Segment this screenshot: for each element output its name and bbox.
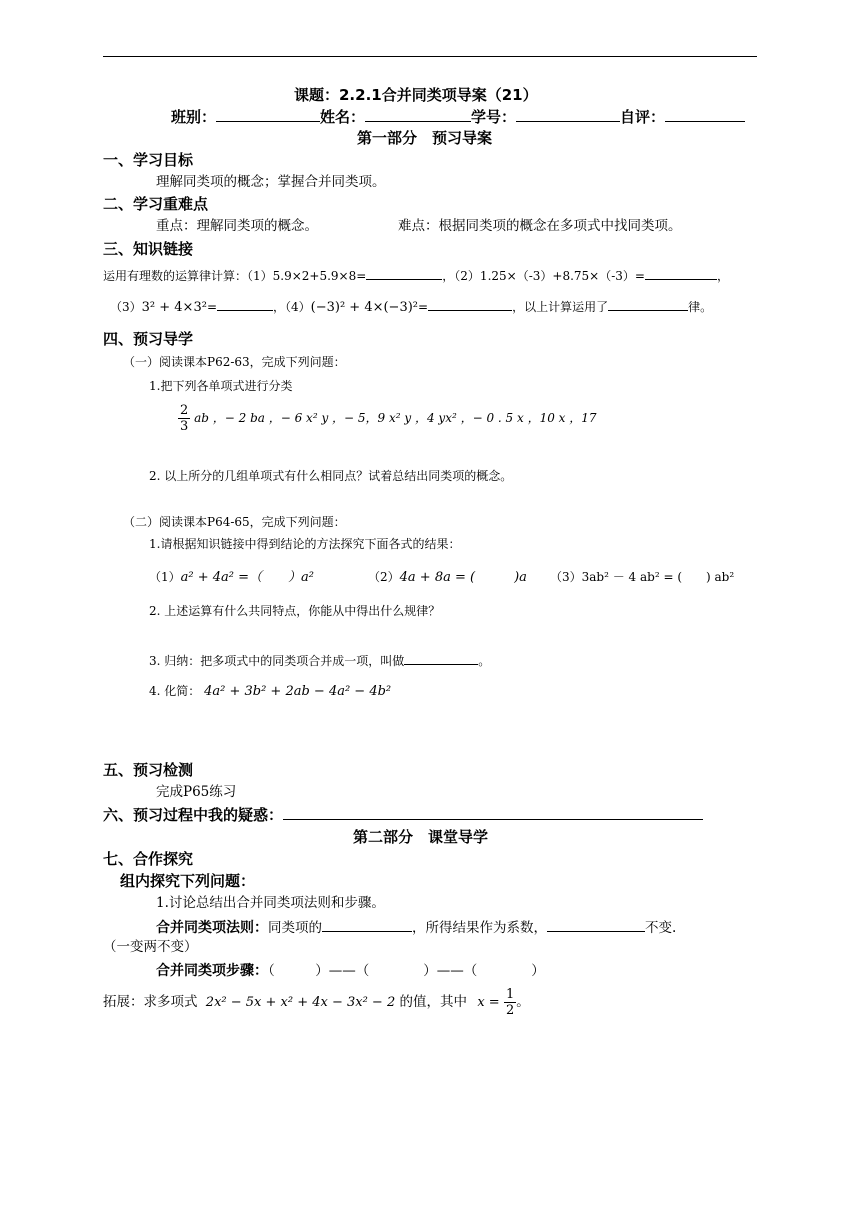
rule-blank-2[interactable] <box>547 919 645 932</box>
s5-heading: 五、预习检测 <box>103 761 194 779</box>
ext-num: 1 <box>505 987 515 1002</box>
s3-blank-5[interactable] <box>608 298 688 311</box>
s4-q2: 2. 以上所分的几组单项式有什么相同点？试着总结出同类项的概念。 <box>149 469 513 483</box>
s3-intro-line <box>103 267 729 282</box>
s4-q1: 1.把下列各单项式进行分类 <box>149 379 293 393</box>
s7-q1: 1.讨论总结出合并同类项法则和步骤。 <box>156 895 385 911</box>
name-blank[interactable] <box>365 109 471 122</box>
frac-den: 3 <box>180 419 189 434</box>
s3-intro-text: 运用有理数的运算律计算：（1）5.9×2+5.9×8= <box>103 269 367 283</box>
q2-4-expr: 4a² + 3b² + 2ab − 4a² − 4b² <box>204 684 392 699</box>
s4-q2-3 <box>149 652 490 667</box>
info-row <box>171 109 745 125</box>
s4-expr-row-2 <box>368 571 527 584</box>
eval-blank[interactable] <box>665 109 745 122</box>
s7-sub: 组内探究下列问题： <box>120 872 256 890</box>
s4-q2-4 <box>149 685 391 698</box>
id-label: 学号： <box>471 108 517 126</box>
rule-text-a: 同类项的 <box>268 920 322 936</box>
part2-heading: 第二部分 课堂导学 <box>353 828 489 846</box>
s4-q2-2: 2. 上述运算有什么共同特点，你能从中得出什么规律？ <box>149 604 441 618</box>
rule-label: 合并同类项法则： <box>156 920 268 936</box>
s4-q2-1: 1.请根据知识链接中得到结论的方法探究下面各式的结果： <box>149 537 461 551</box>
ext-expr: 2x² − 5x + x² + 4x − 3x² − 2 <box>205 995 396 1010</box>
s3-q3-eq: = <box>206 300 217 314</box>
s7-heading: 七、合作探究 <box>103 850 194 868</box>
s3-q4-expr: (−3)² + 4×(−3)² <box>310 300 418 315</box>
s2-difficult-point: 难点：根据同类项的概念在多项式中找同类项。 <box>398 218 682 234</box>
s3-q4-label: ，（4） <box>273 300 311 314</box>
page-title: 课题：2.2.1合并同类项导案（21） <box>294 86 538 104</box>
part1-heading: 第一部分 预习导案 <box>357 129 493 147</box>
s3-part2-text: ，（2）1.25×（-3）+8.75×（-3）= <box>442 269 645 283</box>
ext-den: 2 <box>505 1003 515 1018</box>
s7-extension-line <box>103 987 530 1018</box>
ext-text-b: 的值，其中 <box>399 994 468 1010</box>
ext-end: 。 <box>516 994 530 1010</box>
e3-expr: 3ab² － 4 ab² = ( ) ab² <box>581 570 735 584</box>
e1-expr: a² + 4a² =（ ）a² <box>180 570 314 585</box>
s7-steps-line <box>156 964 545 979</box>
s4-expr-row <box>149 571 314 584</box>
e1-label: （1） <box>149 570 181 584</box>
s3-law-text: 律。 <box>688 300 713 314</box>
s2-heading: 二、学习重难点 <box>103 195 209 213</box>
rule-text-c: 不变. <box>645 920 677 936</box>
header-rule <box>103 56 757 57</box>
s3-blank-2[interactable] <box>645 267 717 280</box>
ext-x: x = <box>477 995 500 1010</box>
class-blank[interactable] <box>216 109 320 122</box>
s6-heading: 六、预习过程中我的疑惑： <box>103 806 284 824</box>
s3-blank-4[interactable] <box>428 298 512 311</box>
q2-4-label: 4. 化简： <box>149 684 201 698</box>
q2-3-blank[interactable] <box>404 652 478 665</box>
e2-label: （2） <box>368 570 400 584</box>
s4-sub1: （一）阅读课本P62-63，完成下列问题： <box>123 355 346 369</box>
q2-3-end: 。 <box>478 654 491 668</box>
steps-text: （ ）——（ ）——（ ） <box>268 963 545 979</box>
q2-3-text: 3. 归纳：把多项式中的同类项合并成一项，叫做 <box>149 654 405 668</box>
s3-second-line <box>110 298 712 314</box>
s6-line <box>103 807 703 823</box>
s3-q3-expr: 3² + 4×3² <box>141 300 207 315</box>
ext-text-a: 拓展：求多项式 <box>103 994 198 1010</box>
frac-num: 2 <box>180 403 189 418</box>
name-label: 姓名： <box>320 108 366 126</box>
s3-end1: ， <box>716 269 729 283</box>
s3-q3-label: （3） <box>110 300 142 314</box>
s3-heading: 三、知识链接 <box>103 240 194 258</box>
monomials-list: ab ，− 2 ba ，− 6 x² y ，− 5，9 x² y ，4 yx² ，− 0 . 5 x ，10 x ，17 <box>194 411 597 425</box>
s4-heading: 四、预习导学 <box>103 330 194 348</box>
s4-monomials-line <box>178 403 597 434</box>
e2-expr: 4a + 8a = ( )a <box>399 570 527 585</box>
rule-text-b: ，所得结果作为系数， <box>412 920 547 936</box>
id-blank[interactable] <box>516 109 620 122</box>
class-label: 班别： <box>171 108 217 126</box>
steps-label: 合并同类项步骤： <box>156 963 268 979</box>
rule-blank-1[interactable] <box>322 919 412 932</box>
s3-blank-3[interactable] <box>217 298 273 311</box>
fraction-two-thirds <box>178 403 190 434</box>
s3-tail-text: ，以上计算运用了 <box>512 300 609 314</box>
s5-text: 完成P65练习 <box>156 784 237 800</box>
rule-note: （一变两不变） <box>103 939 198 955</box>
fraction-one-half <box>504 987 516 1018</box>
s1-heading: 一、学习目标 <box>103 151 194 169</box>
s3-q4-eq: = <box>418 300 429 314</box>
s7-rule-line <box>156 919 676 936</box>
s6-blank[interactable] <box>283 807 703 820</box>
s4-sub2: （二）阅读课本P64-65，完成下列问题： <box>123 515 346 529</box>
s2-key-point: 重点：理解同类项的概念。 <box>156 218 318 234</box>
e3-label: （3） <box>550 570 582 584</box>
s3-blank-1[interactable] <box>366 267 442 280</box>
s4-expr-row-3 <box>550 571 734 583</box>
eval-label: 自评： <box>620 108 666 126</box>
s1-text: 理解同类项的概念；掌握合并同类项。 <box>156 174 386 190</box>
